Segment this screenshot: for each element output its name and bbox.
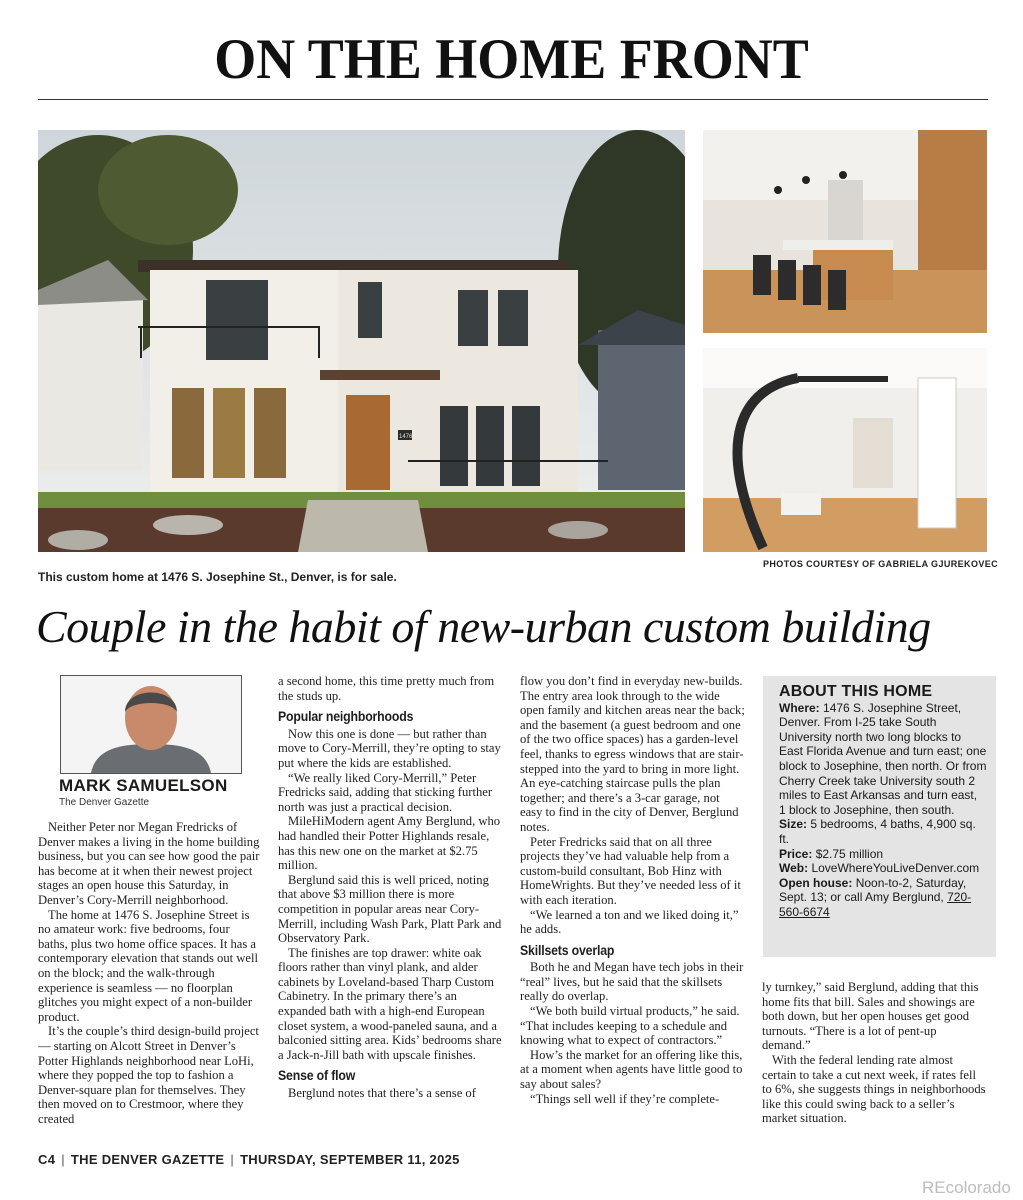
house-number: 1476 [399,434,413,440]
paragraph: flow you don’t find in everyday new-builds. The entry area look through to the wide open family and kitchen areas near the back; and the basement (a guest bedroom and one of the two office spaces) has a garden-level feel, thanks to egress windows that are stair-stepped into the yard to bring in more light. An eye-catching staircase pulls the plan together; and there’s a 3-car garage, not easy to find in the city of Denver, Berglund notes. [520,674,745,834]
kitchen-photo [703,130,987,333]
subhead: Popular neighborhoods [278,708,414,725]
paragraph: Peter Fredricks said that on all three projects they’ve had valuable help from a custom-build consultant, Bob Hinz with HomeWrights. But they’ve needed less of it with each iteration. [520,834,741,907]
page-footer: C4 | THE DENVER GAZETTE | THURSDAY, SEPTEMBER 11, 2025 [38,1152,460,1167]
subhead: Skillsets overlap [520,941,615,958]
paragraph: a second home, this time pretty much from the studs up. [278,674,495,703]
about-web: Web: LoveWhereYouLiveDenver.com [779,861,980,876]
paragraph: MileHiModern agent Amy Berglund, who had handled their Potter Highlands resale, has this new one on the market at $2.75 million. [278,814,501,873]
author-photo [60,675,242,774]
paragraph: “We really liked Cory-Merrill,” Peter Fredricks said, adding that sticking further north was just a practical decision. [278,770,493,814]
paragraph: Berglund said this is well priced, noting that above $3 million there is more competition in popular areas near Cory-Merrill, including Wash Park, Platt Park and Observatory Park. [278,872,502,946]
footer-paper: THE DENVER GAZETTE [70,1152,225,1167]
article-column-1 [38,820,260,1126]
paragraph: Berglund notes that there’s a sense of [288,1086,476,1101]
paragraph: Neither Peter nor Megan Fredricks of Denver makes a living in the home building business, but you can see how good the pair has become at it when their newest project stages an open house this Saturday, in Denver’s Cory-Merrill neighborhood. [38,820,260,907]
author-paper: The Denver Gazette [59,797,150,808]
footer-date: THURSDAY, SEPTEMBER 11, 2025 [240,1152,460,1167]
about-size: Size: 5 bedrooms, 4 baths, 4,900 sq. ft. [779,817,976,846]
paragraph: “Things sell well if they’re complete- [530,1091,720,1106]
paragraph: Now this one is done — but rather than move to Cory-Merrill, they’re opting to stay put where the kids are established. [278,726,501,770]
photo-caption: This custom home at 1476 S. Josephine St., Denver, is for sale. [38,570,397,584]
paragraph: Both he and Megan have tech jobs in their “real” lives, but he said that the skillsets really do overlap. [520,960,744,1004]
author-name: MARK SAMUELSON [59,776,228,795]
about-this-home-box [763,676,996,957]
house-exterior-photo [38,130,685,552]
article-column-2 [278,674,503,1101]
page-number: C4 [38,1152,56,1167]
photo-credit: PHOTOS COURTESY OF GABRIELA GJUREKOVEC [763,559,999,569]
subhead: Sense of flow [278,1067,356,1084]
watermark: REcolorado [922,1178,1011,1197]
paragraph: “We learned a ton and we liked doing it,” he adds. [520,907,739,937]
masthead-rule [38,99,988,100]
staircase-photo [703,348,987,552]
about-price: Price: $2.75 million [779,846,884,861]
about-where: Where: 1476 S. Josephine Street, Denver. From I-25 take South University north two long blocks to East Florida Avenue and turn east; one block to Josephine, then north. Or from Cherry Creek take University south 2 miles to East Arkansas and turn east, 1 block to Josephine, then south. [779,700,987,817]
about-open-house: Open house: Noon-to-2, Saturday, Sept. 13; or call Amy Berglund, 720-560-6674 [779,875,972,919]
paragraph: The finishes are top drawer: white oak floors rather than vinyl plank, and alder cabinets by Loveland-based Tharp Custom Cabinetry. In the primary there’s an expanded bath with a high-end European closet system, a wood-paneled sauna, and a balconied sitting area. Kids’ bedrooms share a Jack-n-Jill bath with upscale finishes. [278,945,502,1062]
paragraph: The home at 1476 S. Josephine Street is no amateur work: five bedrooms, four baths, plus two home office spaces. It has a contemporary elevation that stands out well on the block; and the walk-through experience is seamless — no floorplan glitches you might expect of a non-builder product. [38,907,258,1024]
paragraph: It’s the couple’s third design-build project — starting on Alcott Street in Denver’s Potter Highlands neighborhood near LoHi, where they popped the top to fashion a Denver-square plan for themselves. They then moved on to Crestmoor, where they created [38,1024,259,1126]
phone-link[interactable]: 720-560-6674 [779,890,972,919]
headline: Couple in the habit of new-urban custom building [36,601,931,652]
about-title: ABOUT THIS HOME [779,683,933,700]
masthead: ON THE HOME FRONT [214,27,809,91]
paragraph: With the federal lending rate almost certain to take a cut next week, if rates fell to 6%, she suggests things in neighborhoods like this could swing back to a seller’s market situation. [762,1052,986,1126]
article-column-4 [762,980,987,1126]
paragraph: “We both build virtual products,” he said. “That includes keeping to a schedule and knowing what to expect of contractors.” [520,1004,740,1048]
article-column-3 [520,674,745,1106]
paragraph: How’s the market for an offering like this, at a moment when agents have little good to say about sales? [520,1047,743,1092]
paragraph: ly turnkey,” said Berglund, adding that this home fits that bill. Sales and showings are both down, but her open houses get good turnouts. “There is a lot of pent-up demand.” [762,980,979,1053]
